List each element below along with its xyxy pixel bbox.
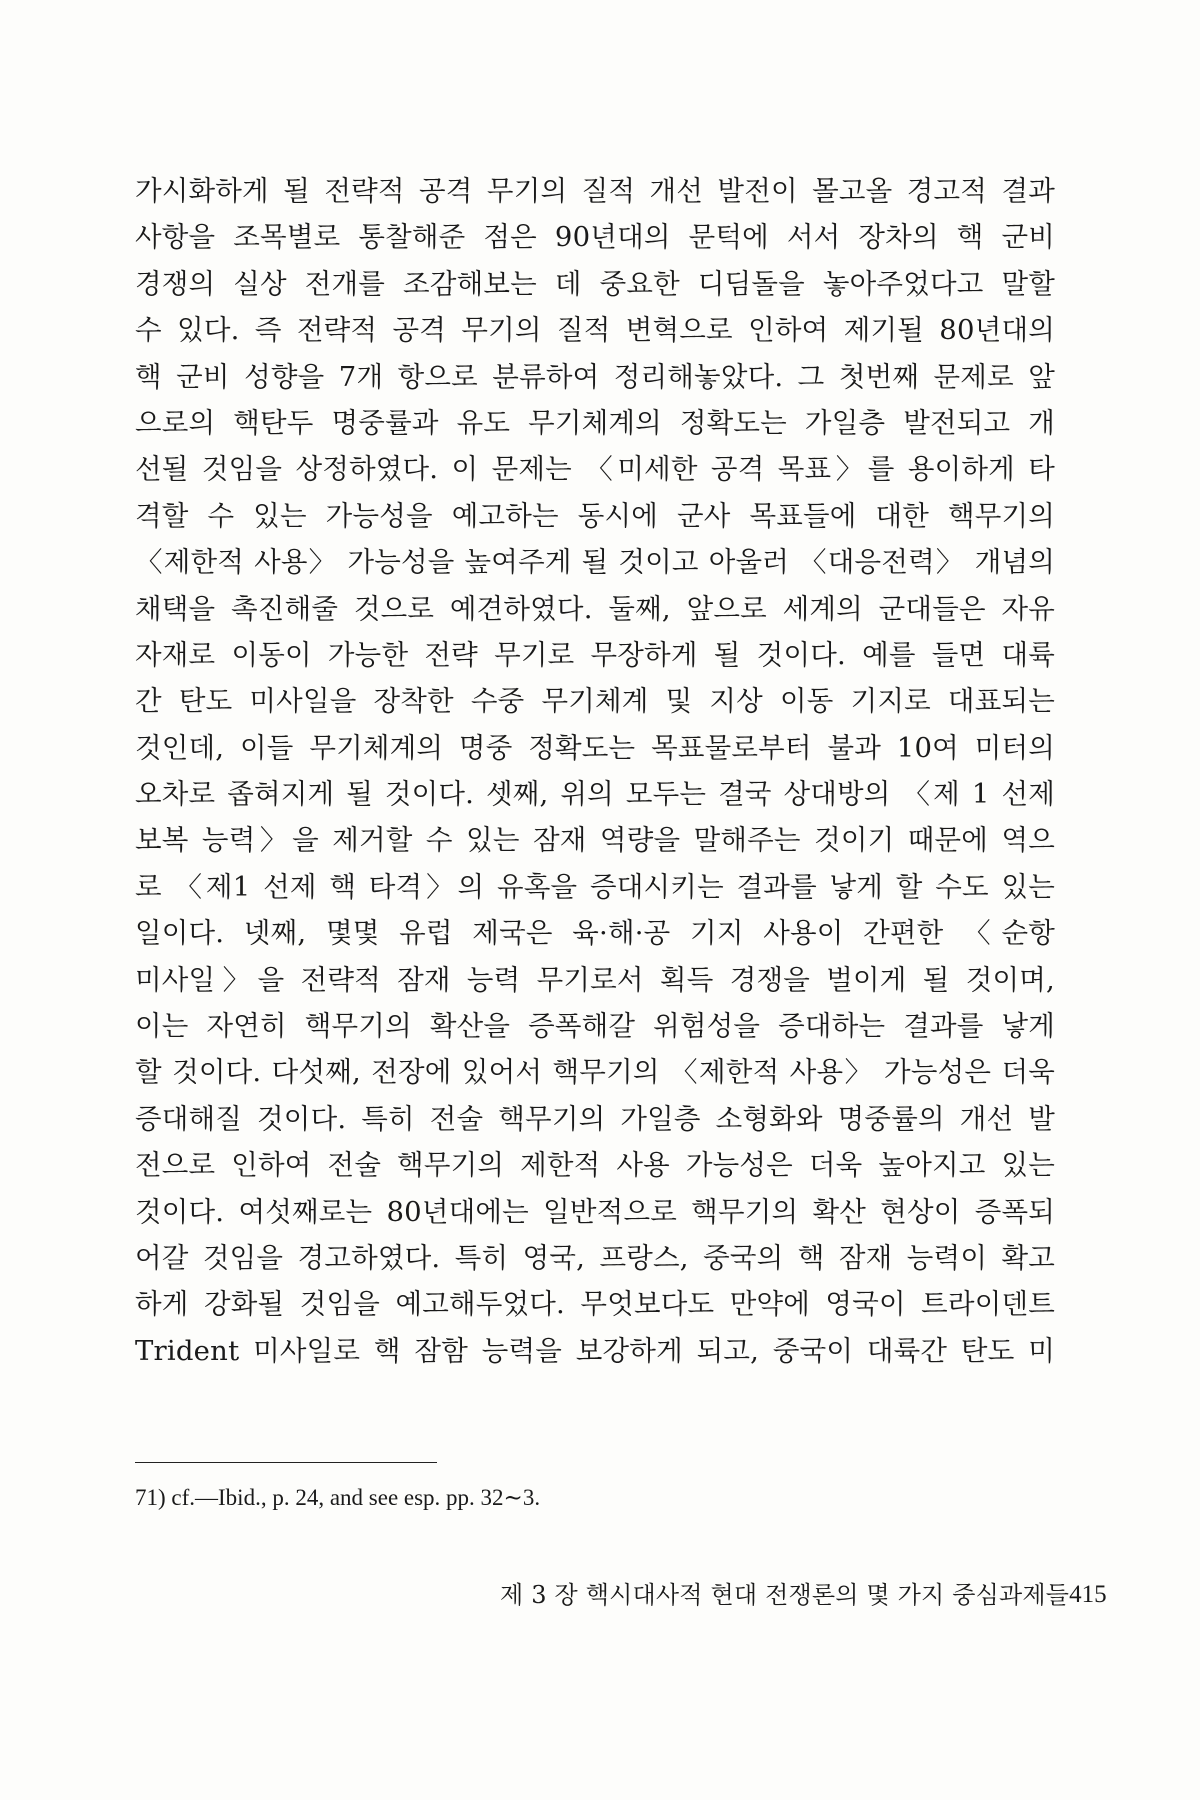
text-line: 하게 강화될 것임을 예고해두었다. 무엇보다도 만약에 영국이 트라이덴트 [135, 1288, 1055, 1321]
text-line: 선될 것임을 상정하였다. 이 문제는 〈미세한 공격 목표〉를 용이하게 타 [135, 453, 1055, 486]
text-line: 어갈 것임을 경고하였다. 특히 영국, 프랑스, 중국의 핵 잠재 능력이 확고 [135, 1241, 1055, 1274]
text-line: 격할 수 있는 가능성을 예고하는 동시에 군사 목표들에 대한 핵무기의 [135, 499, 1055, 532]
text-line: 전으로 인하여 전술 핵무기의 제한적 사용 가능성은 더욱 높아지고 있는 [135, 1149, 1055, 1182]
footnote: 71) cf.—Ibid., p. 24, and see esp. pp. 32∼3. [135, 1485, 541, 1510]
text-line: 〈제한적 사용〉 가능성을 높여주게 될 것이고 아울러 〈대응전력〉 개념의 [135, 546, 1055, 579]
text-line: 미사일〉을 전략적 잠재 능력 무기로서 획득 경쟁을 벌이게 될 것이며, [135, 963, 1055, 996]
text-line: 자재로 이동이 가능한 전략 무기로 무장하게 될 것이다. 예를 들면 대륙 [135, 638, 1055, 671]
text-line: 것인데, 이들 무기체계의 명중 정확도는 목표물로부터 불과 10여 미터의 [135, 731, 1055, 764]
text-line: 일이다. 넷째, 몇몇 유럽 제국은 육·해·공 기지 사용이 간편한 〈순항 [135, 917, 1055, 950]
text-line: 수 있다. 즉 전략적 공격 무기의 질적 변혁으로 인하여 제기될 80년대의 [135, 314, 1055, 347]
text-line: 핵 군비 성향을 7개 항으로 분류하여 정리해놓았다. 그 첫번째 문제로 앞 [135, 360, 1055, 393]
text-line: 증대해질 것이다. 특히 전술 핵무기의 가일층 소형화와 명중률의 개선 발 [135, 1102, 1055, 1135]
chapter-title: 제 3 장 핵시대사적 현대 전쟁론의 몇 가지 중심과제들 [500, 1581, 1070, 1609]
text-line: 가시화하게 될 전략적 공격 무기의 질적 개선 발전이 몰고올 경고적 결과 [135, 175, 1055, 207]
text-line: 로 〈제1 선제 핵 타격〉의 유혹을 증대시키는 결과를 낳게 할 수도 있는 [135, 870, 1055, 903]
running-footer [500, 1578, 1107, 1612]
text-line: 채택을 촉진해줄 것으로 예견하였다. 둘째, 앞으로 세계의 군대들은 자유 [135, 592, 1055, 625]
body-text [135, 168, 1055, 1374]
footnote-divider [135, 1462, 437, 1463]
text-line: 것이다. 여섯째로는 80년대에는 일반적으로 핵무기의 확산 현상이 증폭되 [135, 1195, 1055, 1228]
text-line: 간 탄도 미사일을 장착한 수중 무기체계 및 지상 이동 기지로 대표되는 [135, 685, 1055, 718]
text-line: 할 것이다. 다섯째, 전장에 있어서 핵무기의 〈제한적 사용〉 가능성은 더욱 [135, 1056, 1055, 1089]
text-line: 으로의 핵탄두 명중률과 유도 무기체계의 정확도는 가일층 발전되고 개 [135, 406, 1055, 439]
text-line: 이는 자연히 핵무기의 확산을 증폭해갈 위험성을 증대하는 결과를 낳게 [135, 1010, 1055, 1043]
text-line: 보복 능력〉을 제거할 수 있는 잠재 역량을 말해주는 것이기 때문에 역으 [135, 824, 1055, 857]
text-line: 사항을 조목별로 통찰해준 점은 90년대의 문턱에 서서 장차의 핵 군비 [135, 221, 1055, 254]
text-line: 오차로 좁혀지게 될 것이다. 셋째, 위의 모두는 결국 상대방의 〈제 1 선제 [135, 778, 1055, 811]
text-line: 경쟁의 실상 전개를 조감해보는 데 중요한 디딤돌을 놓아주었다고 말할 [135, 267, 1055, 300]
page-number: 415 [1069, 1581, 1107, 1608]
text-line: Trident 미사일로 핵 잠함 능력을 보강하게 되고, 중국이 대륙간 탄도 미 [135, 1334, 1055, 1367]
